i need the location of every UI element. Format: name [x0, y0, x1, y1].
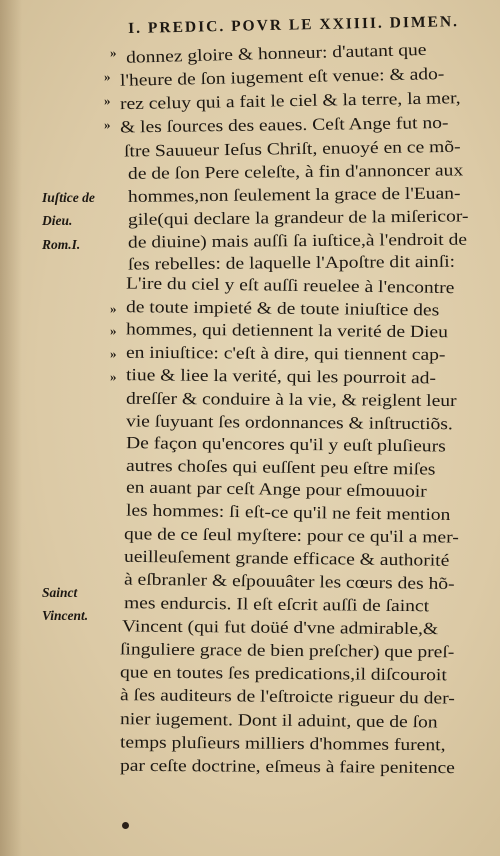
margin-note-romans: Rom.I.: [42, 237, 81, 252]
ink-spot: [122, 822, 129, 829]
text-line: [126, 272, 486, 299]
quote-marker: »: [104, 93, 111, 108]
text-line: [120, 111, 480, 138]
margin-note-dieu: Dieu.: [42, 213, 73, 228]
text-line: [126, 342, 486, 367]
running-header: I. PREDIC. POVR LE XXIIII. DIMEN.: [128, 13, 460, 37]
text-line-content: les hommes: ſi eſt-ce qu'il ne feit mention: [125, 500, 451, 525]
text-line-content: autres choſes qui euſſent peu eſtre miſes: [125, 455, 436, 479]
text-line: [120, 638, 480, 663]
text-line: [126, 432, 486, 458]
text-line-content: De façon qu'encores qu'il y euſt pluſieurs: [125, 433, 446, 456]
quote-marker: »: [110, 323, 117, 338]
margin-note-justice: Iuſtice de: [42, 190, 95, 205]
text-line: [128, 250, 488, 275]
text-line-content: de diuine) mais auſſi ſa iuſtice,à l'endroit de: [127, 229, 468, 252]
text-line: [128, 182, 488, 208]
text-line: [124, 546, 484, 572]
text-line-content: à eſbranler & eſpouuâter les cœurs des hõ-: [123, 569, 455, 594]
text-line-content: nier iugement. Dont il aduint, que de ſon: [119, 709, 438, 732]
text-line: [120, 731, 480, 756]
text-line-content: gile(qui declare la grandeur de la miſericor-: [127, 206, 469, 229]
text-line-content: ſinguliere grace de bien preſcher) que preſ-: [119, 639, 455, 662]
text-line: [120, 755, 480, 780]
text-line-content: ueilleuſement grande efficace & authorité: [123, 546, 450, 570]
quote-marker: »: [104, 69, 111, 84]
quote-marker: »: [110, 45, 117, 60]
quote-marker: »: [110, 301, 117, 316]
text-line: [124, 568, 484, 595]
text-line: [124, 135, 484, 162]
text-line-content: donnez gloire & honneur: d'autant que: [125, 39, 427, 67]
text-line: [120, 684, 480, 710]
text-line-content: L'ire du ciel y eſt auſſi reuelee à l'encontre: [125, 273, 455, 298]
text-line-content: dreſſer & conduire à la vie, & reiglent leur: [125, 388, 457, 411]
text-line: [128, 205, 488, 231]
text-line-content: mes endurcis. Il eſt eſcrit auſſi de ſainct: [123, 593, 430, 616]
text-line-content: l'heure de ſon iugement eſt venue: & ado-: [119, 63, 445, 90]
text-line-content: ſtre Sauueur Ieſus Chriſt, enuoyé en ce mõ-: [123, 136, 461, 161]
text-line-content: en iniuſtice: c'eſt à dire, qui tiennent cap-: [125, 342, 446, 364]
quote-marker: »: [110, 369, 117, 384]
text-line: [122, 615, 482, 640]
text-line-content: que de ce ſeul myſtere: pour ce qu'il a mer-: [123, 524, 459, 547]
text-line-content: en auant par ceſt Ange pour eſmouuoir: [125, 477, 427, 501]
text-line: [126, 318, 486, 343]
quote-marker: »: [110, 346, 117, 361]
text-line: [128, 159, 488, 185]
text-line: [120, 87, 480, 115]
text-line-content: rez celuy qui a fait le ciel & la terre, la mer,: [119, 88, 461, 114]
text-line: [120, 661, 480, 686]
text-line-content: vie ſuyuant ſes ordonnances & inſtructiõs.: [125, 411, 453, 434]
text-line-content: Vincent (qui fut doüé d'vne admirable,&: [121, 616, 439, 639]
quote-marker: »: [104, 117, 111, 132]
text-line-content: par ceſte doctrine, eſmeus à faire penitence: [119, 755, 455, 778]
text-line: [126, 388, 486, 413]
text-line-content: de toute impieté & de toute iniuſtice des: [125, 297, 440, 320]
text-line: [128, 228, 488, 253]
text-line: [120, 708, 480, 734]
margin-note-sainct: Sainct: [42, 585, 78, 600]
text-line-content: temps pluſieurs milliers d'hommes furent,: [119, 732, 446, 755]
text-line: [126, 364, 486, 390]
text-line-content: à ſes auditeurs de l'eſtroicte rigueur du der-: [119, 685, 455, 708]
margin-note-vincent: Vincent.: [42, 608, 89, 623]
text-line-content: ſes rebelles: de laquelle l'Apoſtre dit ainſi:: [127, 251, 456, 274]
text-line-content: que en toutes ſes predications,il diſcouroit: [119, 662, 447, 685]
text-line-content: & les ſources des eaues. Ceſt Ange fut no-: [119, 112, 449, 137]
text-line: [126, 499, 486, 526]
text-line: [124, 592, 484, 618]
text-line-content: de de ſon Pere celeſte, à fin d'annoncer aux: [127, 160, 464, 183]
text-line-content: hommes, qui detiennent la verité de Dieu: [125, 319, 449, 342]
text-line: [124, 523, 484, 549]
text-line-content: tiue & liee la verité, qui les pourroit ad-: [125, 365, 437, 388]
text-line-content: hommes,non ſeulement la grace de l'Euan-: [127, 183, 461, 206]
